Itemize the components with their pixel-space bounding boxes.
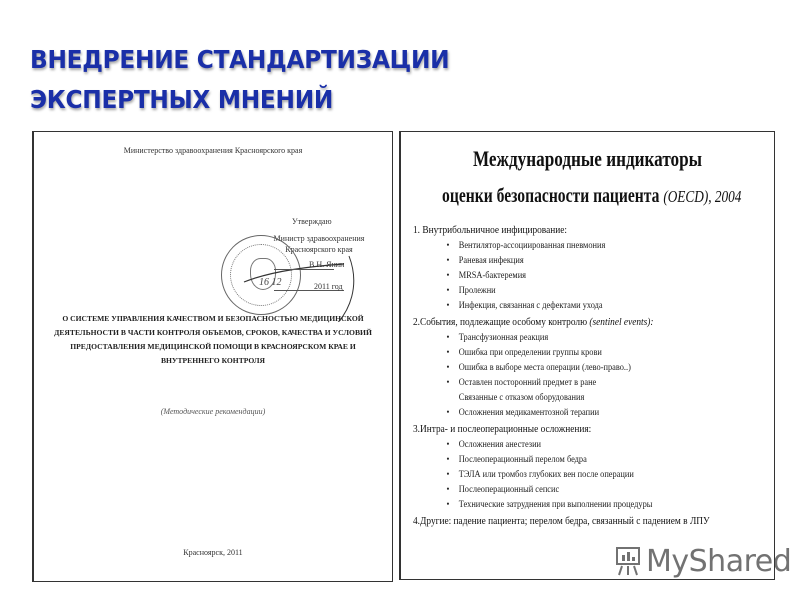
indicator-list bbox=[413, 222, 766, 530]
list-item: • Ошибка в выборе места операции (лево-право..) bbox=[413, 361, 724, 376]
document-heading: О СИСТЕМЕ УПРАВЛЕНИЯ КАЧЕСТВОМ И БЕЗОПАСНОСТЬЮ МЕДИЦИНСКОЙ ДЕЯТЕЛЬНОСТИ В ЧАСТИ КОНТРОЛЯ ОБЪЕМОВ, СРОКОВ, КАЧЕСТВА И УСЛОВИЙ ПРЕДОСТАВЛЕНИЯ МЕДИЦИНСКОЙ ПОМОЩИ В КРАСНОЯРСКОМ КРАЕ И ВНУТРЕННЕГО КОНТРОЛЯ bbox=[54, 314, 372, 365]
subtitle-source: (OECD), 2004 bbox=[663, 187, 742, 206]
approve-label: Утверждаю bbox=[292, 217, 332, 226]
list-item: • Ошибка при определении группы крови bbox=[413, 346, 724, 361]
indicators-title: Международные индикаторы bbox=[472, 146, 703, 171]
right-document-scan bbox=[399, 131, 775, 580]
list-item: • Осложнения медикаментозной терапии bbox=[413, 406, 724, 421]
list-item: Связанные с отказом оборудования bbox=[458, 393, 585, 403]
list-item: • Раневая инфекция bbox=[413, 254, 724, 269]
minister-line-1: Министр здравоохранения bbox=[273, 234, 365, 243]
approval-year: 2011 год bbox=[314, 282, 343, 291]
section-heading-text: 2.События, подлежащие особому контролю bbox=[413, 316, 588, 328]
myshared-watermark bbox=[614, 543, 791, 579]
section-heading: 3.Интра- и послеоперационные осложнения: bbox=[413, 423, 592, 435]
signatory-name: В.Н. Янин bbox=[309, 260, 345, 269]
section-heading: 1. Внутрибольничное инфицирование: bbox=[413, 224, 568, 236]
list-item: • Вентилятор-ассоциированная пневмония bbox=[413, 239, 724, 254]
list-item: • ТЭЛА или тромбоз глубоких вен после операции bbox=[413, 468, 724, 483]
section-heading-italic: (sentinel events): bbox=[589, 316, 654, 328]
document-subtitle: (Методические рекомендации) bbox=[160, 407, 266, 416]
handwritten-date: 16 12 bbox=[259, 277, 282, 288]
indicators-subtitle bbox=[442, 185, 742, 208]
minister-line-2: Красноярского края bbox=[285, 245, 353, 254]
signature-icon bbox=[234, 242, 374, 322]
slide-title: ВНЕДРЕНИЕ СТАНДАРТИЗАЦИИ ЭКСПЕРТНЫХ МНЕНИЙ bbox=[30, 45, 450, 114]
list-item: • Технические затруднения при выполнении процедуры bbox=[413, 498, 724, 513]
list-item: • Пролежни bbox=[413, 284, 724, 299]
left-document-scan bbox=[32, 131, 393, 582]
subtitle-text: оценки безопасности пациента bbox=[442, 185, 660, 207]
list-item: • Инфекция, связанная с дефектами ухода bbox=[413, 299, 724, 314]
list-item: • MRSA-бактеремия bbox=[413, 269, 724, 284]
list-item: • Трансфузионная реакция bbox=[413, 331, 724, 346]
section-heading bbox=[413, 314, 713, 331]
list-item: • Осложнения анестезии bbox=[413, 438, 724, 453]
section-heading: 4.Другие: падение пациента; перелом бедра, связанный с падением в ЛПУ bbox=[413, 515, 710, 527]
list-item: • Послеоперационный сепсис bbox=[413, 483, 724, 498]
watermark-text: MyShared bbox=[646, 543, 792, 579]
signature-line bbox=[274, 269, 334, 270]
ministry-header: Министерство здравоохранения Красноярского края bbox=[123, 146, 303, 155]
list-item: • Послеоперационный перелом бедра bbox=[413, 453, 724, 468]
list-item: • Оставлен посторонний предмет в ране bbox=[413, 376, 724, 391]
document-city-year: Красноярск, 2011 bbox=[183, 548, 243, 557]
presentation-board-icon bbox=[614, 546, 642, 576]
